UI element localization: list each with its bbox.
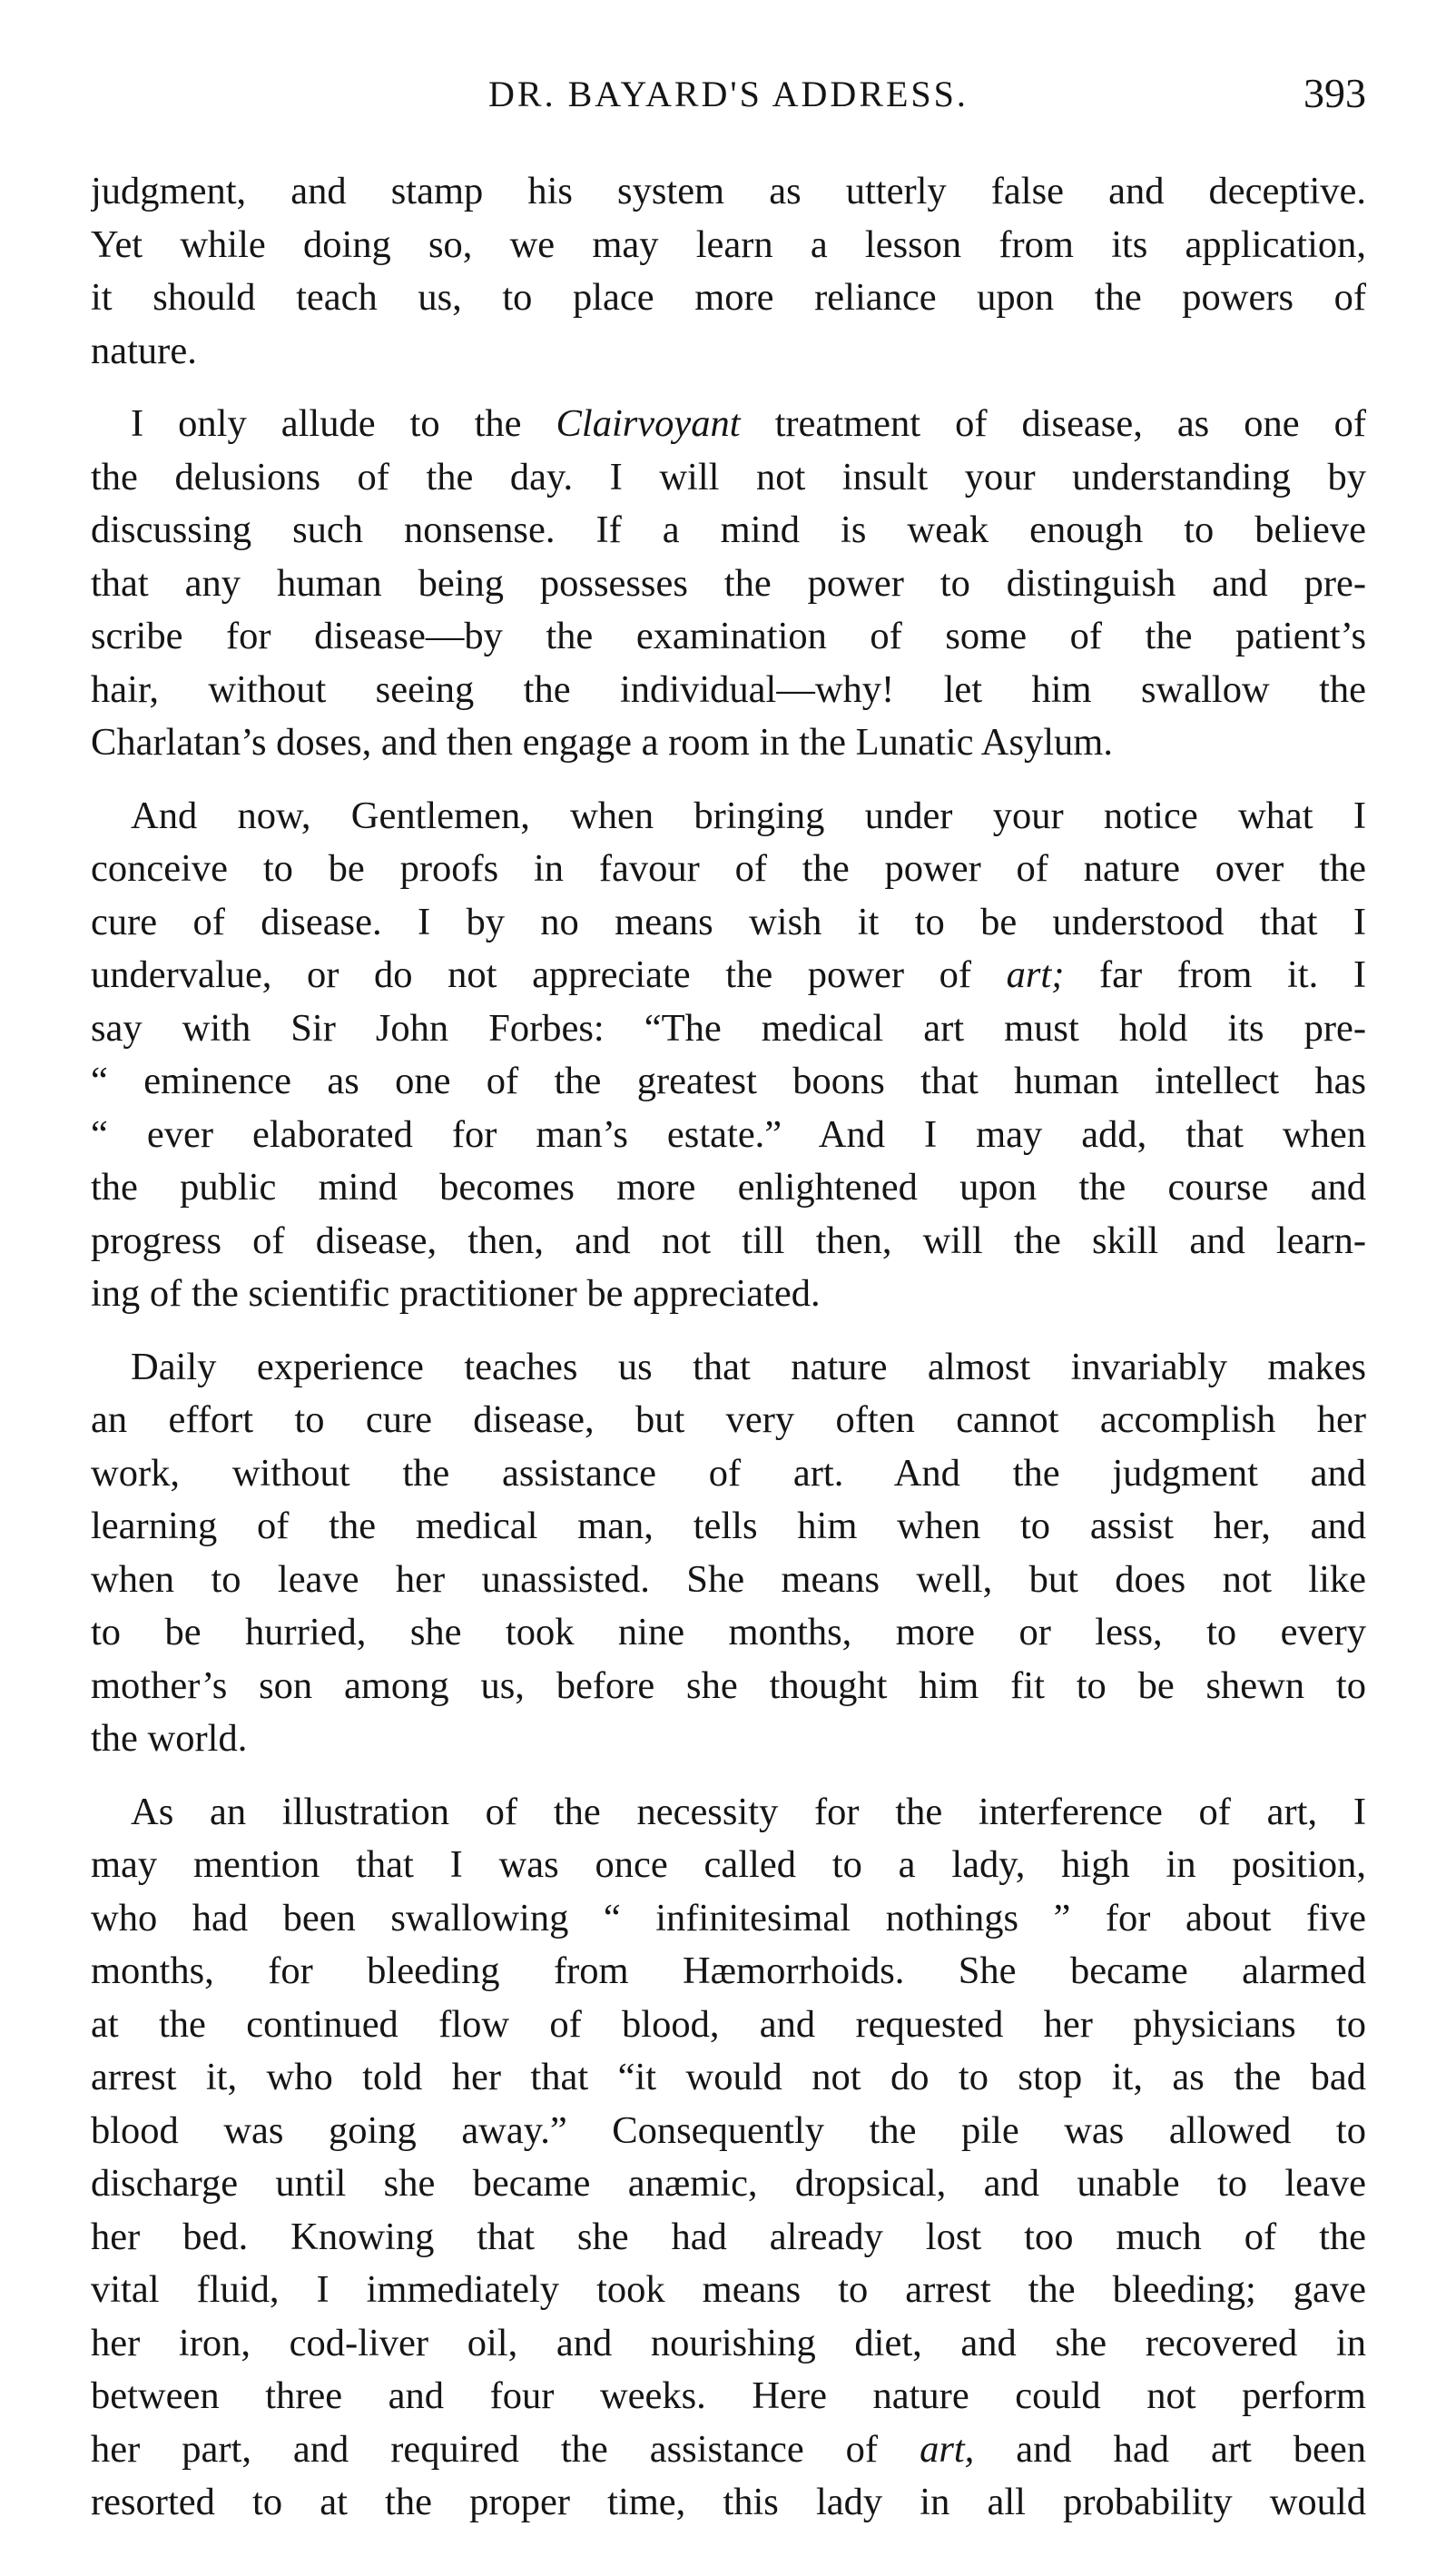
text-line: hair, without seeing the individual—why! let him swallow the bbox=[91, 667, 1366, 711]
text-line: the world. bbox=[91, 1717, 248, 1760]
text-line: vital fluid, I immediately took means to arrest the bleeding; gave bbox=[91, 2268, 1366, 2311]
paragraph-3 bbox=[91, 790, 1366, 1321]
text-line: progress of disease, then, and not till then, will the skill and learn- bbox=[91, 1219, 1366, 1262]
text-line: nature. bbox=[91, 329, 197, 372]
text-line: between three and four weeks. Here nature could not perform bbox=[91, 2374, 1366, 2417]
text-line: to be hurried, she took nine months, more or less, to every bbox=[91, 1611, 1366, 1653]
text-line: ing of the scientific practitioner be appreciated. bbox=[91, 1272, 821, 1315]
text-line: conceive to be proofs in favour of the power of nature over the bbox=[91, 847, 1366, 890]
text-line: I only allude to the Clairvoyant treatment of disease, as one of bbox=[131, 402, 1366, 445]
text-line: her part, and required the assistance of art, and had art been bbox=[91, 2427, 1366, 2471]
text-line: judgment, and stamp his system as utterly false and deceptive. bbox=[91, 170, 1366, 212]
text-line: the public mind becomes more enlightened upon the course and bbox=[91, 1166, 1366, 1209]
text-line: who had been swallowing “ infinitesimal nothings ” for about five bbox=[91, 1896, 1366, 1939]
text-line: arrest it, who told her that “it would not do to stop it, as the bad bbox=[91, 2056, 1366, 2098]
text-line: resorted to at the proper time, this lady in all probability would bbox=[91, 2481, 1366, 2523]
text-line: blood was going away.” Consequently the pile was allowed to bbox=[91, 2108, 1366, 2152]
text-line: Daily experience teaches us that nature almost invariably makes bbox=[131, 1345, 1366, 1388]
text-line: As an illustration of the necessity for the interference of art, I bbox=[131, 1790, 1366, 1833]
text-line: work, without the assistance of art. And the judgment and bbox=[91, 1451, 1366, 1495]
paragraph-5 bbox=[91, 1786, 1366, 2530]
text-line: discharge until she became anæmic, dropsical, and unable to leave bbox=[91, 2162, 1366, 2205]
text-line: discussing such nonsense. If a mind is weak enough to believe bbox=[91, 508, 1366, 551]
text-line: months, for bleeding from Hæmorrhoids. She became alarmed bbox=[91, 1949, 1366, 1992]
text-line: Charlatan’s doses, and then engage a room in the Lunatic Asylum. bbox=[91, 721, 1113, 764]
text-line: her bed. Knowing that she had already lost too much of the bbox=[91, 2215, 1366, 2258]
text-line: that any human being possesses the power to distinguish and pre- bbox=[91, 561, 1366, 605]
text-line: her iron, cod-liver oil, and nourishing diet, and she recovered in bbox=[91, 2321, 1366, 2364]
paragraph-2 bbox=[91, 398, 1366, 770]
paragraph-1 bbox=[91, 165, 1366, 378]
text-line: an effort to cure disease, but very often cannot accomplish her bbox=[91, 1398, 1366, 1441]
text-line: scribe for disease—by the examination of some of the patient’s bbox=[91, 615, 1366, 657]
text-line: mother’s son among us, before she thought him fit to be shewn to bbox=[91, 1663, 1366, 1707]
text-line: say with Sir John Forbes: “The medical art must hold its pre- bbox=[91, 1006, 1366, 1050]
running-title: DR. BAYARD'S ADDRESS. bbox=[488, 74, 969, 114]
text-line: it should teach us, to place more reliance upon the powers of bbox=[91, 276, 1366, 319]
page-number: 393 bbox=[1303, 70, 1366, 116]
text-line: undervalue, or do not appreciate the power of art; far from it. I bbox=[91, 953, 1366, 996]
text-line: “ eminence as one of the greatest boons that human intellect has bbox=[91, 1060, 1366, 1102]
text-line: Yet while doing so, we may learn a lesson from its application, bbox=[91, 222, 1366, 266]
text-line: “ ever elaborated for man’s estate.” And I may add, that when bbox=[91, 1112, 1366, 1156]
body-text bbox=[91, 165, 1366, 2530]
text-line: may mention that I was once called to a lady, high in position, bbox=[91, 1843, 1366, 1886]
text-line: at the continued flow of blood, and requested her physicians to bbox=[91, 2002, 1366, 2046]
text-line: the delusions of the day. I will not insult your understanding by bbox=[91, 455, 1366, 498]
paragraph-4 bbox=[91, 1341, 1366, 1766]
text-line: learning of the medical man, tells him when to assist her, and bbox=[91, 1505, 1366, 1547]
text-line: when to leave her unassisted. She means well, but does not like bbox=[91, 1557, 1366, 1601]
text-line: And now, Gentlemen, when bringing under your notice what I bbox=[131, 794, 1366, 837]
text-line: cure of disease. I by no means wish it to be understood that I bbox=[91, 900, 1366, 943]
running-head bbox=[91, 65, 1366, 120]
